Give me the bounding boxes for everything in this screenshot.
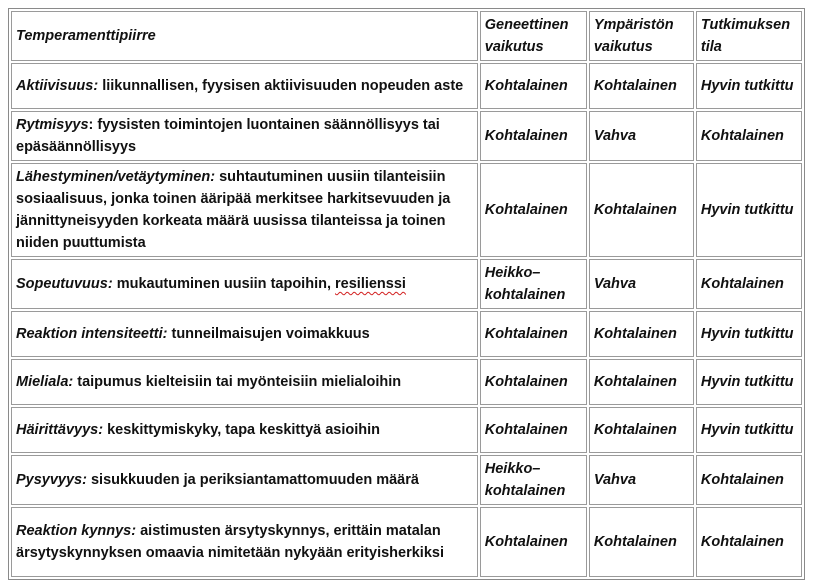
table-row [11, 311, 802, 357]
genetic-cell: Kohtalainen [480, 111, 587, 161]
status-cell: Hyvin tutkittu [696, 163, 802, 257]
trait-term: Sopeutuvuus: [16, 276, 113, 292]
trait-term: Reaktion kynnys: [16, 523, 137, 539]
table-row [11, 407, 802, 453]
status-cell: Kohtalainen [696, 259, 802, 309]
trait-description: tunneilmaisujen voimakkuus [167, 326, 370, 342]
table-row [11, 63, 802, 109]
trait-description: mukautuminen uusiin tapoihin, [112, 276, 336, 292]
genetic-cell: Kohtalainen [480, 63, 587, 109]
trait-description: liikunnallisen, fyysisen aktiivisuuden nopeuden aste [98, 78, 464, 94]
trait-cell [11, 507, 478, 577]
genetic-cell: Kohtalainen [480, 407, 587, 453]
environment-cell: Kohtalainen [589, 311, 694, 357]
trait-description: sisukkuuden ja periksiantamattomuuden määrä [86, 472, 419, 488]
table-row [11, 259, 802, 309]
header-genetic: Geneettinen vaikutus [480, 11, 587, 61]
trait-term: Mieliala: [16, 374, 74, 390]
table-row [11, 163, 802, 257]
status-cell: Kohtalainen [696, 455, 802, 505]
genetic-cell: Kohtalainen [480, 311, 587, 357]
table-row [11, 507, 802, 577]
trait-term: Lähestyminen/vetäytyminen: [16, 169, 216, 185]
genetic-cell: Kohtalainen [480, 507, 587, 577]
status-cell: Kohtalainen [696, 111, 802, 161]
trait-term: Pysyvyys: [16, 472, 87, 488]
environment-cell: Kohtalainen [589, 359, 694, 405]
header-status: Tutkimuksen tila [696, 11, 802, 61]
spellcheck-flagged-word: resilienssi [335, 276, 406, 292]
trait-description: : fyysisten toimintojen luontainen säännöllisyys tai epäsäännöllisyys [16, 117, 440, 155]
table-row [11, 455, 802, 505]
trait-term: Häirittävyys: [16, 422, 104, 438]
trait-description: aistimusten ärsytyskynnys, erittäin matalan ärsytyskynnyksen omaavia nimitetään nykyään erityisherkiksi [16, 523, 444, 561]
status-cell: Hyvin tutkittu [696, 407, 802, 453]
header-trait: Temperamenttipiirre [11, 11, 478, 61]
trait-description: taipumus kielteisiin tai myönteisiin mielialoihin [73, 374, 402, 390]
genetic-cell: Kohtalainen [480, 359, 587, 405]
status-cell: Hyvin tutkittu [696, 63, 802, 109]
trait-cell [11, 111, 478, 161]
trait-cell [11, 359, 478, 405]
header-row [11, 11, 802, 61]
table-row [11, 111, 802, 161]
trait-cell [11, 163, 478, 257]
trait-term: Rytmisyys [16, 117, 89, 133]
table-row [11, 359, 802, 405]
environment-cell: Vahva [589, 259, 694, 309]
trait-description: suhtautuminen uusiin tilanteisiin sosiaalisuus, jonka toinen ääripää merkitsee harkitsevuuden ja jännittyneisyyden korkeata määrä uusissa tilanteissa ja toinen niiden puuttumista [16, 169, 451, 251]
status-cell: Kohtalainen [696, 507, 802, 577]
environment-cell: Kohtalainen [589, 507, 694, 577]
trait-cell [11, 455, 478, 505]
environment-cell: Kohtalainen [589, 63, 694, 109]
environment-cell: Kohtalainen [589, 407, 694, 453]
environment-cell: Vahva [589, 111, 694, 161]
trait-cell [11, 259, 478, 309]
genetic-cell: Kohtalainen [480, 163, 587, 257]
header-environment: Ympäristön vaikutus [589, 11, 694, 61]
trait-term: Aktiivisuus: [16, 78, 99, 94]
status-cell: Hyvin tutkittu [696, 359, 802, 405]
temperament-table [8, 8, 805, 580]
genetic-cell: Heikko–kohtalainen [480, 259, 587, 309]
trait-cell [11, 407, 478, 453]
trait-cell [11, 311, 478, 357]
environment-cell: Vahva [589, 455, 694, 505]
status-cell: Hyvin tutkittu [696, 311, 802, 357]
trait-description: keskittymiskyky, tapa keskittyä asioihin [103, 422, 381, 438]
genetic-cell: Heikko–kohtalainen [480, 455, 587, 505]
trait-cell [11, 63, 478, 109]
trait-term: Reaktion intensiteetti: [16, 326, 168, 342]
environment-cell: Kohtalainen [589, 163, 694, 257]
